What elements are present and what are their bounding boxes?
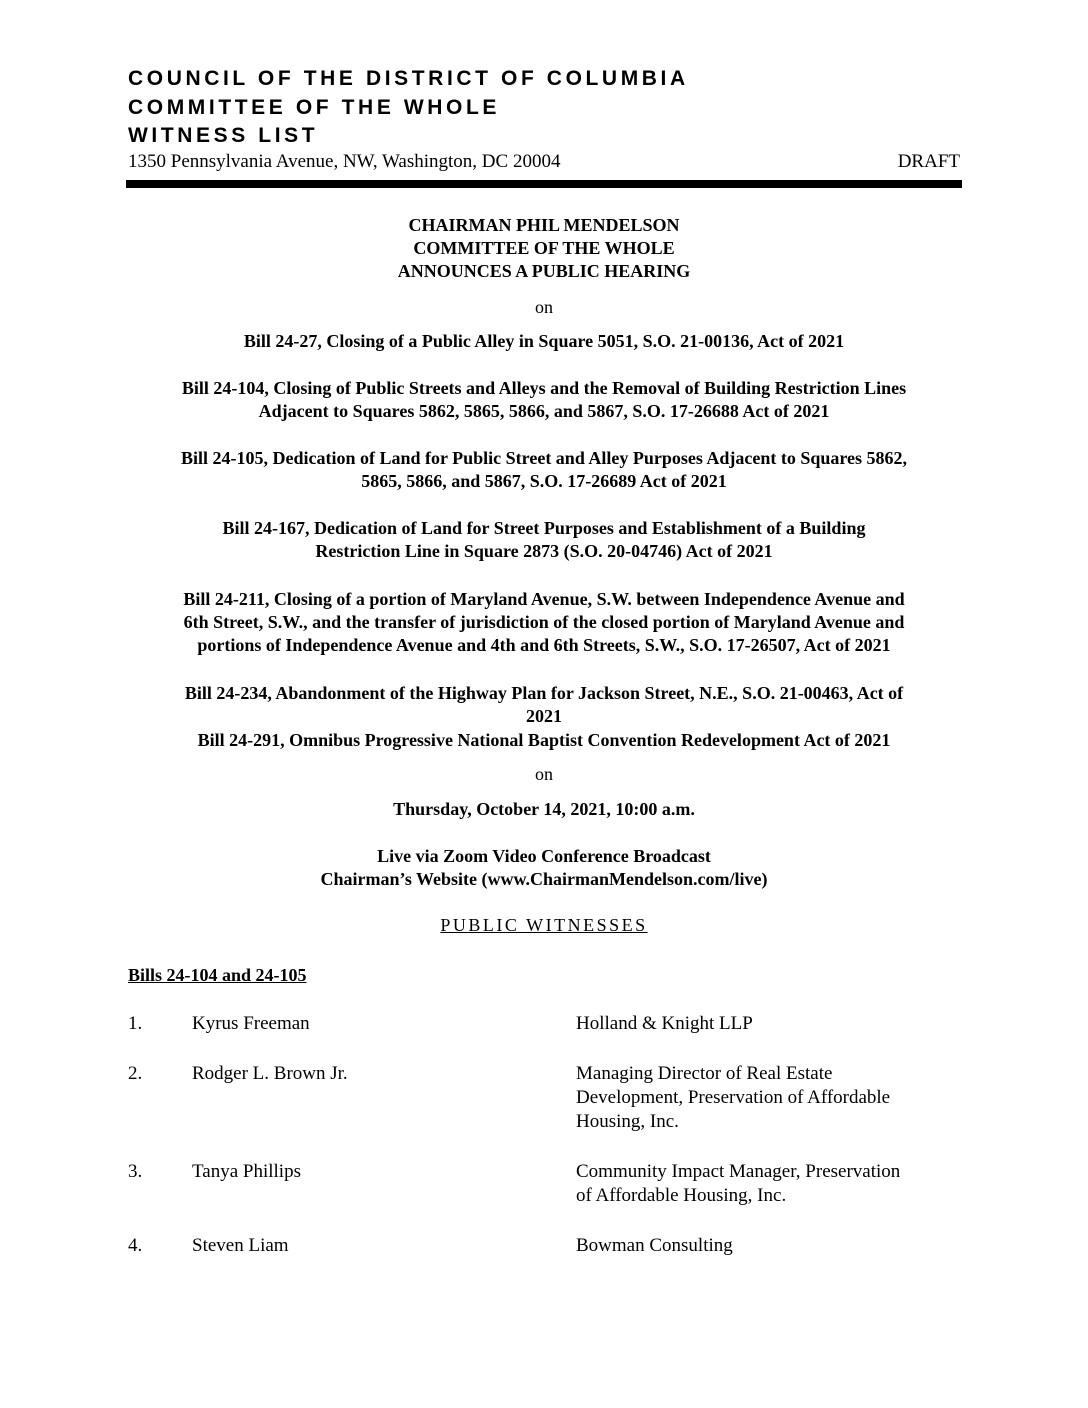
on-label: on (535, 297, 553, 317)
witness-number: 2. (128, 1063, 143, 1084)
draft-label: DRAFT (897, 151, 960, 172)
bill-24-104-line2: Adjacent to Squares 5862, 5865, 5866, and 5867, S.O. 17-26688 Act of 2021 (258, 401, 830, 421)
affiliation-line: Development, Preservation of Affordable (576, 1087, 891, 1108)
witness-affiliation (576, 1234, 956, 1258)
witness-number: 4. (128, 1235, 143, 1256)
affiliation-line: Housing, Inc. (576, 1111, 679, 1132)
witness-name: Tanya Phillips (192, 1161, 301, 1182)
affiliation-line: Holland & Knight LLP (576, 1013, 753, 1034)
witness-affiliation (576, 1012, 956, 1036)
bill-24-27: Bill 24-27, Closing of a Public Alley in Square 5051, S.O. 21-00136, Act of 2021 (243, 331, 845, 351)
bill-24-105-line1: Bill 24-105, Dedication of Land for Public Street and Alley Purposes Adjacent to Squares 5862, (180, 448, 908, 468)
witness-affiliation (576, 1062, 956, 1134)
witness-affiliation (576, 1160, 956, 1208)
header-rule (126, 180, 962, 188)
address: 1350 Pennsylvania Avenue, NW, Washington, DC 20004 (128, 151, 561, 172)
committee-title: COMMITTEE OF THE WHOLE (128, 96, 501, 119)
witness-number: 3. (128, 1161, 143, 1182)
witness-name: Rodger L. Brown Jr. (192, 1063, 348, 1084)
bill-24-167-line1: Bill 24-167, Dedication of Land for Street Purposes and Establishment of a Building (222, 518, 866, 538)
bill-24-211-line1: Bill 24-211, Closing of a portion of Maryland Avenue, S.W. between Independence Avenue and (183, 589, 905, 609)
witness-name: Kyrus Freeman (192, 1013, 310, 1034)
bill-24-105-line2: 5865, 5866, and 5867, S.O. 17-26689 Act of 2021 (361, 471, 727, 491)
bill-24-167-line2: Restriction Line in Square 2873 (S.O. 20-04746) Act of 2021 (315, 541, 773, 561)
witness-list-title: WITNESS LIST (128, 124, 319, 147)
affiliation-line: of Affordable Housing, Inc. (576, 1185, 787, 1206)
committee-line: COMMITTEE OF THE WHOLE (413, 238, 675, 258)
hearing-datetime: Thursday, October 14, 2021, 10:00 a.m. (393, 799, 695, 819)
bill-24-291: Bill 24-291, Omnibus Progressive National Baptist Convention Redevelopment Act of 2021 (197, 730, 891, 750)
public-witnesses-heading: PUBLIC WITNESSES (440, 915, 648, 935)
bill-24-234-line1: Bill 24-234, Abandonment of the Highway Plan for Jackson Street, N.E., S.O. 21-00463, Act of (184, 683, 904, 703)
affiliation-line: Bowman Consulting (576, 1235, 733, 1256)
on-label-2: on (535, 764, 553, 784)
affiliation-line: Managing Director of Real Estate (576, 1063, 833, 1084)
venue-line2: Chairman’s Website (www.ChairmanMendelson.com/live) (320, 869, 768, 889)
bill-24-234-line2: 2021 (526, 706, 562, 726)
witness-number: 1. (128, 1013, 143, 1034)
section-title: Bills 24-104 and 24-105 (128, 965, 307, 985)
council-title: COUNCIL OF THE DISTRICT OF COLUMBIA (128, 67, 689, 90)
chairman-line: CHAIRMAN PHIL MENDELSON (408, 215, 680, 235)
witness-name: Steven Liam (192, 1235, 289, 1256)
affiliation-line: Community Impact Manager, Preservation (576, 1161, 901, 1182)
bill-24-104-line1: Bill 24-104, Closing of Public Streets and Alleys and the Removal of Building Restriction Lines (181, 378, 907, 398)
bill-24-211-line2: 6th Street, S.W., and the transfer of jurisdiction of the closed portion of Maryland Avenue and (183, 612, 905, 632)
bill-24-211-line3: portions of Independence Avenue and 4th and 6th Streets, S.W., S.O. 17-26507, Act of 2021 (197, 635, 891, 655)
venue-line1: Live via Zoom Video Conference Broadcast (377, 846, 711, 866)
announces-line: ANNOUNCES A PUBLIC HEARING (397, 261, 691, 281)
